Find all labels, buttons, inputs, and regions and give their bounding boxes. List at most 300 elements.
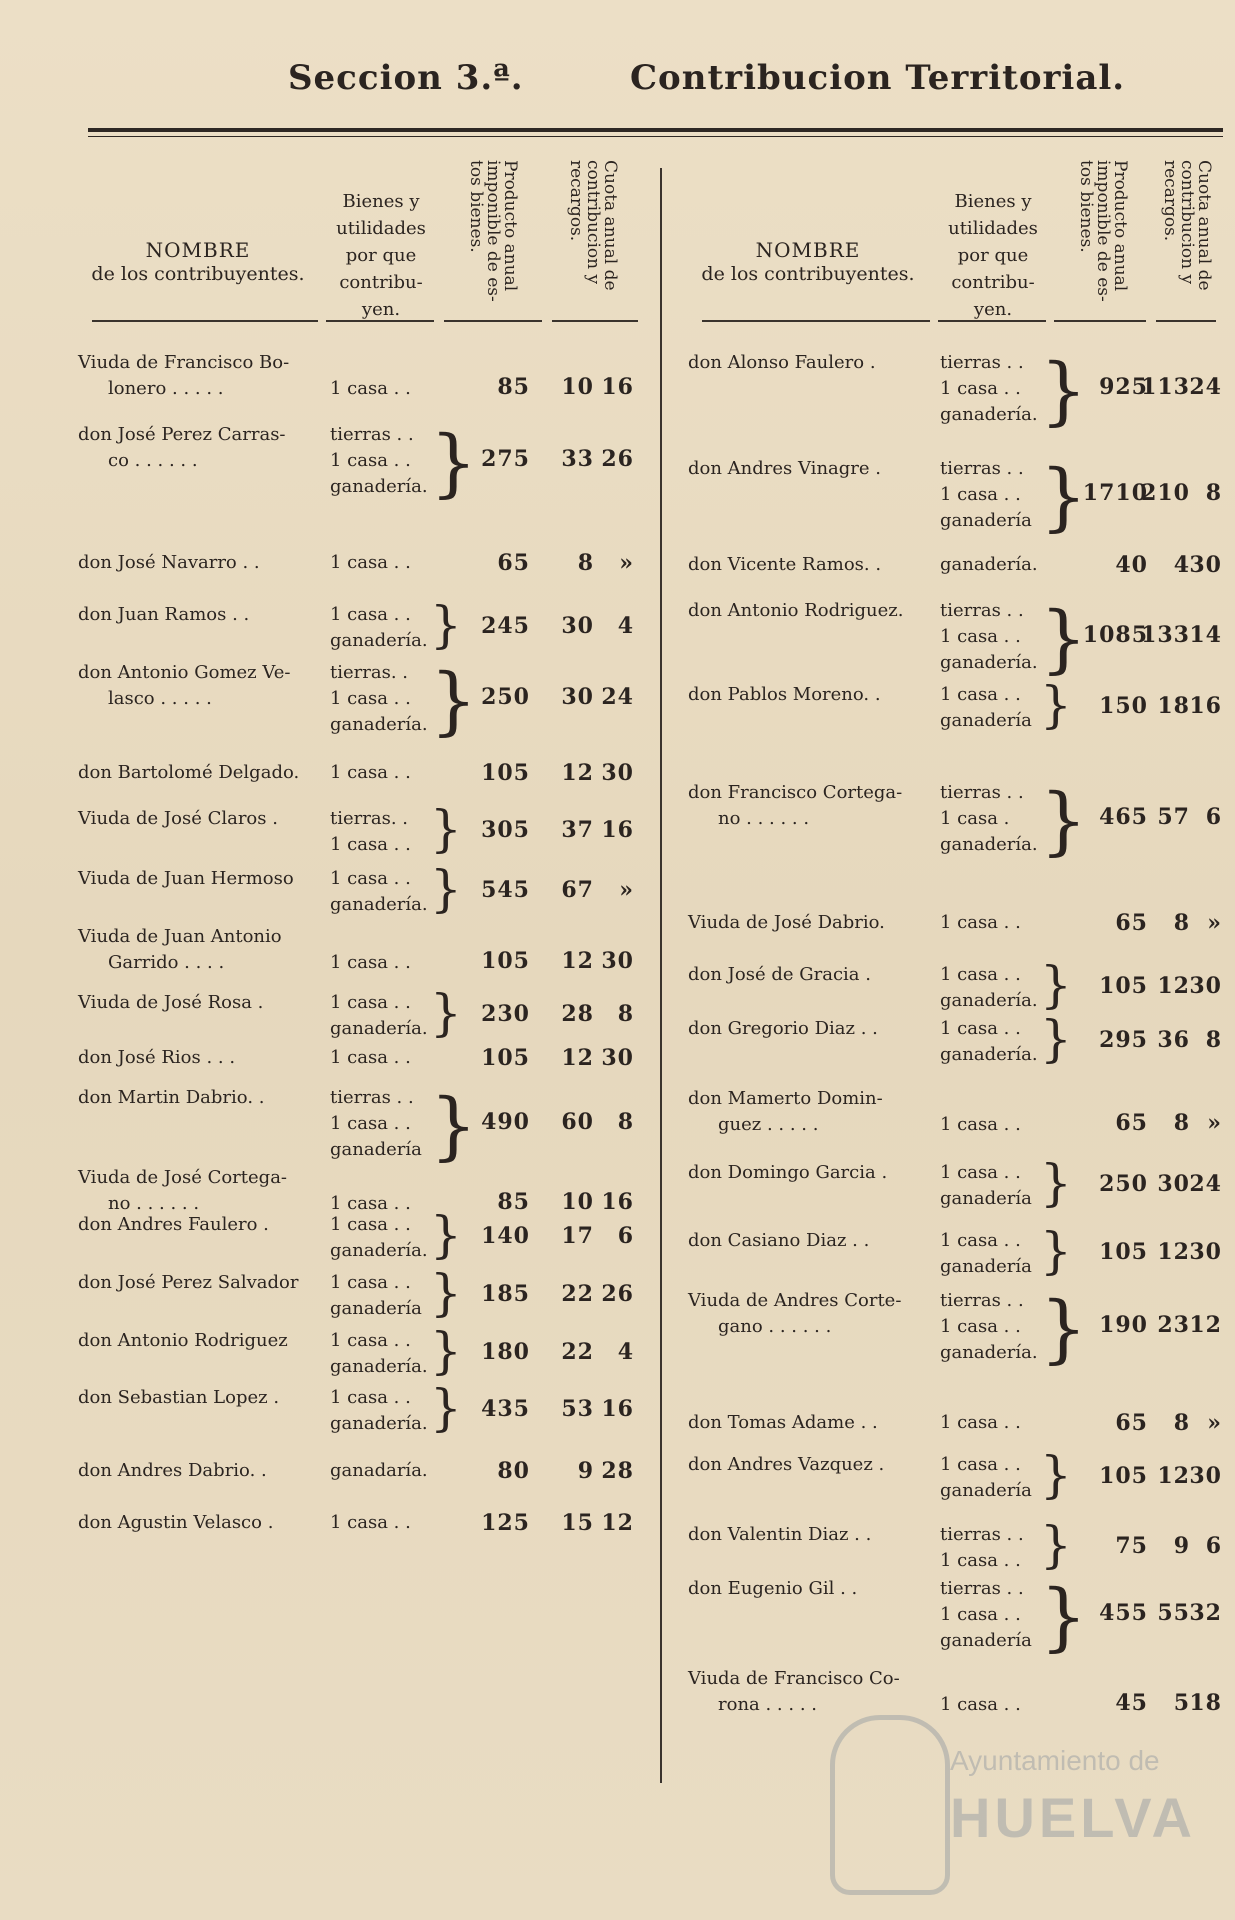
right-table [688, 160, 1228, 1716]
cuota-reales: 10 [561, 374, 594, 400]
cuota-reales: 8 [1173, 1410, 1190, 1436]
bienes-item: ganadería [330, 1139, 422, 1160]
header-bienes: Bienes y utilidades por que contribu- yen. [948, 191, 1038, 320]
brace-icon: } [430, 420, 478, 506]
bienes-list [940, 552, 1038, 578]
cuota-reales: 55 [1157, 1600, 1190, 1626]
bienes-item: ganadería. [940, 834, 1038, 855]
cuota-maravedis: 30 [601, 948, 634, 974]
producto-value: 275 [481, 446, 530, 472]
header-underline [702, 320, 930, 322]
cuota-maravedis: 18 [1189, 1690, 1222, 1716]
cuota-maravedis: » [619, 550, 634, 576]
name-line: Viuda de Francisco Co- [688, 1668, 900, 1689]
cuota-reales: 9 [577, 1458, 594, 1484]
brace-icon: } [430, 1206, 462, 1264]
bienes-list [940, 910, 1021, 936]
cuota-maravedis: 12 [1189, 1312, 1222, 1338]
archive-watermark [830, 1715, 1210, 1895]
brace-icon: } [430, 658, 478, 744]
bienes-item: tierras . . [330, 424, 414, 445]
name-line: don Mamerto Domin- [688, 1088, 883, 1109]
cuota-maravedis: 8 [1205, 1027, 1222, 1053]
name-line: don Andres Dabrio. . [78, 1460, 267, 1481]
bienes-item: ganadería [940, 510, 1032, 531]
watermark-line1: Ayuntamiento de [950, 1745, 1160, 1776]
name-line: don Andres Vazquez . [688, 1454, 885, 1475]
cuota-reales: 12 [561, 760, 594, 786]
producto-value: 65 [1115, 910, 1148, 936]
producto-value: 65 [497, 550, 530, 576]
header-underline [938, 320, 1046, 322]
header-rule [88, 128, 1223, 132]
brace-icon: } [1040, 1516, 1072, 1574]
cuota-reales: 210 [1141, 480, 1190, 506]
name-line: Viuda de Juan Antonio [78, 926, 282, 947]
cuota-maravedis: 16 [601, 1189, 634, 1215]
cuota-maravedis: 6 [1205, 804, 1222, 830]
cuota-maravedis: » [1207, 1410, 1222, 1436]
cuota-maravedis: 24 [601, 684, 634, 710]
bienes-list [940, 456, 1032, 534]
name-line: lonero . . . . . [108, 378, 224, 399]
producto-value: 185 [481, 1281, 530, 1307]
producto-value: 1710 [1082, 480, 1148, 506]
bienes-item: ganadería. [940, 554, 1038, 575]
contributor-name [78, 990, 263, 1016]
name-line: Viuda de Juan Hermoso [78, 868, 294, 889]
name-line: don José de Gracia . [688, 964, 871, 985]
contributor-name [78, 806, 278, 832]
header-bienes: Bienes y utilidades por que contribu- yen. [336, 191, 426, 320]
cuota-maravedis: 32 [1189, 1600, 1222, 1626]
bienes-item: ganadería [940, 710, 1032, 731]
name-line: don Antonio Gomez Ve- [78, 662, 291, 683]
bienes-item: ganadería. [940, 1342, 1038, 1363]
bienes-list [940, 682, 1032, 734]
left-table [78, 160, 648, 1536]
bienes-item: 1 casa . . [940, 1412, 1021, 1433]
bienes-item: ganadería. [330, 1413, 428, 1434]
bienes-item: 1 casa . . [330, 1113, 411, 1134]
cuota-maravedis: 24 [1189, 1171, 1222, 1197]
bienes-list [940, 1288, 1038, 1366]
cuota-reales: 30 [561, 684, 594, 710]
bienes-item: 1 casa . . [330, 1272, 411, 1293]
producto-value: 465 [1099, 804, 1148, 830]
cuota-reales: 37 [561, 817, 594, 843]
bienes-item: 1 casa . . [330, 378, 411, 399]
name-line: lasco . . . . . [108, 688, 212, 709]
cuota-reales: 12 [561, 1045, 594, 1071]
cuota-maravedis: 30 [601, 1045, 634, 1071]
bienes-list [940, 1522, 1024, 1574]
name-line: don Pablos Moreno. . [688, 684, 881, 705]
bienes-item: ganadería [940, 1188, 1032, 1209]
contributor-name [688, 1666, 900, 1718]
bienes-item: 1 casa . . [940, 684, 1021, 705]
name-line: Viuda de José Cortega- [78, 1167, 288, 1188]
cuota-maravedis: 26 [601, 1281, 634, 1307]
cuota-reales: 28 [561, 1001, 594, 1027]
bienes-list [330, 950, 411, 976]
bienes-item: ganadería [940, 1630, 1032, 1651]
bienes-item: ganadería. [330, 476, 428, 497]
bienes-item: ganadería [330, 1298, 422, 1319]
bienes-list [330, 422, 428, 500]
header-producto: Producto anual imponible de es- tos bienes. [466, 160, 520, 302]
bienes-list [940, 350, 1038, 428]
brace-icon: } [1040, 1222, 1072, 1280]
name-line: Viuda de José Rosa . [78, 992, 264, 1013]
bienes-item: tierras. . [330, 662, 408, 683]
bienes-item: tierras . . [940, 782, 1024, 803]
contributor-name [688, 1452, 884, 1478]
cuota-reales: 5 [1173, 1690, 1190, 1716]
cuota-reales: 17 [561, 1223, 594, 1249]
bienes-item: ganadería. [330, 630, 428, 651]
cuota-reales: 33 [561, 446, 594, 472]
bienes-item: 1 casa . . [940, 1230, 1021, 1251]
name-line: don Valentin Diaz . . [688, 1524, 872, 1545]
cuota-maravedis: 30 [601, 760, 634, 786]
bienes-item: 1 casa . . [940, 1454, 1021, 1475]
name-line: don Alonso Faulero . [688, 352, 876, 373]
bienes-item: 1 casa . . [330, 552, 411, 573]
name-line: Garrido . . . . [108, 952, 225, 973]
brace-icon: } [430, 1264, 462, 1322]
cuota-maravedis: 16 [1189, 693, 1222, 719]
cuota-reales: 113 [1141, 374, 1190, 400]
producto-value: 45 [1115, 1690, 1148, 1716]
brace-icon: } [1040, 676, 1072, 734]
header-cuota: Cuota anual de contribucion y recargos. [566, 160, 620, 291]
bienes-list [330, 990, 428, 1042]
bienes-list [940, 1112, 1021, 1138]
header-underline [552, 320, 638, 322]
cuota-maravedis: 30 [1189, 1463, 1222, 1489]
producto-value: 65 [1115, 1110, 1148, 1136]
cuota-maravedis: » [1207, 1110, 1222, 1136]
producto-value: 105 [1099, 1239, 1148, 1265]
cuota-maravedis: 14 [1189, 622, 1222, 648]
producto-value: 105 [1099, 973, 1148, 999]
contributor-name [688, 552, 881, 578]
brace-icon: } [430, 1379, 462, 1437]
left-table-header [78, 160, 648, 325]
cuota-maravedis: 8 [617, 1001, 634, 1027]
brace-icon: } [1040, 1154, 1072, 1212]
bienes-list [940, 1016, 1038, 1068]
bienes-list [330, 550, 411, 576]
name-line: don José Perez Salvador [78, 1272, 299, 1293]
header-rule-thin [88, 136, 1223, 137]
name-line: gano . . . . . . [718, 1316, 832, 1337]
brace-icon: } [430, 860, 462, 918]
bienes-item: 1 casa . . [940, 964, 1021, 985]
section-label: Seccion 3.ª. [288, 58, 524, 98]
contributor-name [688, 1288, 901, 1340]
bienes-item: ganadería [940, 1256, 1032, 1277]
coat-of-arms-icon [830, 1715, 950, 1895]
contributor-name [688, 1016, 878, 1042]
bienes-list [330, 1385, 428, 1437]
bienes-item: 1 casa . . [330, 1193, 411, 1214]
name-line: don Agustin Velasco . [78, 1512, 274, 1533]
contributor-name [688, 350, 876, 376]
contributor-name [78, 350, 289, 402]
producto-value: 925 [1099, 374, 1148, 400]
bienes-list [940, 598, 1038, 676]
name-line: don Andres Faulero . [78, 1214, 269, 1235]
bienes-item: 1 casa . . [330, 604, 411, 625]
cuota-reales: 8 [577, 550, 594, 576]
bienes-list [940, 1452, 1032, 1504]
cuota-maravedis: 12 [601, 1510, 634, 1536]
name-line: don Francisco Cortega- [688, 782, 903, 803]
bienes-list [330, 806, 411, 858]
brace-icon: } [1040, 596, 1088, 682]
page-title: Contribucion Territorial. [630, 58, 1126, 98]
name-line: don Domingo Garcia . [688, 1162, 888, 1183]
cuota-maravedis: 30 [1189, 973, 1222, 999]
watermark-line2: HUELVA [950, 1786, 1196, 1849]
bienes-item: 1 casa . . [330, 762, 411, 783]
producto-value: 150 [1099, 693, 1148, 719]
bienes-item: 1 casa . . [940, 1694, 1021, 1715]
name-line: don José Rios . . . [78, 1047, 236, 1068]
contributor-name [78, 550, 260, 576]
bienes-item: 1 casa . [940, 808, 1010, 829]
cuota-reales: 53 [561, 1396, 594, 1422]
brace-icon: } [430, 596, 462, 654]
cuota-reales: 23 [1157, 1312, 1190, 1338]
bienes-item: ganadería. [940, 652, 1038, 673]
name-line: Viuda de José Claros . [78, 808, 278, 829]
bienes-item: tierras . . [940, 1524, 1024, 1545]
bienes-list [330, 1328, 428, 1380]
header-cuota: Cuota anual de contribucion y recargos. [1160, 160, 1214, 291]
bienes-list [330, 602, 428, 654]
name-line: don Sebastian Lopez . [78, 1387, 280, 1408]
bienes-item: ganadería. [330, 1356, 428, 1377]
contributor-name [688, 682, 881, 708]
bienes-list [940, 780, 1038, 858]
contributor-name [78, 1212, 269, 1238]
producto-value: 105 [1099, 1463, 1148, 1489]
cuota-reales: 12 [1157, 1239, 1190, 1265]
brace-icon: } [430, 1083, 478, 1169]
producto-value: 75 [1115, 1533, 1148, 1559]
producto-value: 65 [1115, 1410, 1148, 1436]
name-line: don Eugenio Gil . . [688, 1578, 858, 1599]
contributor-name [78, 760, 299, 786]
producto-value: 190 [1099, 1312, 1148, 1338]
cuota-maravedis: 6 [617, 1223, 634, 1249]
name-line: guez . . . . . [718, 1114, 819, 1135]
bienes-item: 1 casa . . [330, 1214, 411, 1235]
cuota-maravedis: 16 [601, 374, 634, 400]
name-line: don José Perez Carras- [78, 424, 286, 445]
bienes-item: 1 casa . . [940, 912, 1021, 933]
brace-icon: } [430, 1322, 462, 1380]
cuota-reales: 8 [1173, 910, 1190, 936]
contributor-name [78, 1045, 235, 1071]
bienes-list [940, 1576, 1032, 1654]
producto-value: 85 [497, 1189, 530, 1215]
name-line: no . . . . . . [108, 1193, 200, 1214]
contributor-name [688, 910, 885, 936]
bienes-list [330, 376, 411, 402]
producto-value: 250 [1099, 1171, 1148, 1197]
producto-value: 305 [481, 817, 530, 843]
brace-icon: } [430, 800, 462, 858]
cuota-maravedis: 24 [1189, 374, 1222, 400]
bienes-list [330, 1458, 428, 1484]
contributor-name [78, 660, 290, 712]
brace-icon: } [1040, 1574, 1088, 1660]
brace-icon: } [1040, 778, 1088, 864]
name-line: don Antonio Rodriguez [78, 1330, 288, 1351]
header-underline [1054, 320, 1146, 322]
column-divider [660, 168, 662, 1783]
cuota-reales: 10 [561, 1189, 594, 1215]
contributor-name [688, 1160, 887, 1186]
bienes-item: tierras . . [940, 1578, 1024, 1599]
cuota-maravedis: » [619, 877, 634, 903]
cuota-reales: 57 [1157, 804, 1190, 830]
bienes-item: 1 casa . . [330, 834, 411, 855]
bienes-item: ganadería. [330, 714, 428, 735]
brace-icon: } [430, 984, 462, 1042]
contributor-name [78, 422, 286, 474]
bienes-item: 1 casa . . [940, 1162, 1021, 1183]
cuota-reales: 30 [1157, 1171, 1190, 1197]
cuota-maravedis: 4 [617, 1339, 634, 1365]
cuota-reales: 12 [561, 948, 594, 974]
bienes-item: ganadería. [940, 990, 1038, 1011]
bienes-item: 1 casa . . [330, 1512, 411, 1533]
name-line: rona . . . . . [718, 1694, 817, 1715]
bienes-item: ganadería. [330, 1240, 428, 1261]
bienes-item: 1 casa . . [330, 992, 411, 1013]
bienes-item: 1 casa . . [940, 1114, 1021, 1135]
bienes-item: 1 casa . . [330, 1387, 411, 1408]
bienes-item: ganadería [940, 1480, 1032, 1501]
cuota-reales: 67 [561, 877, 594, 903]
name-line: don Gregorio Diaz . . [688, 1018, 878, 1039]
cuota-maravedis: 4 [617, 613, 634, 639]
bienes-item: 1 casa . . [330, 688, 411, 709]
bienes-item: tierras . . [940, 458, 1024, 479]
bienes-item: 1 casa . . [940, 1018, 1021, 1039]
contributor-name [688, 1228, 869, 1254]
contributor-name [78, 1085, 264, 1111]
contributor-name [78, 602, 249, 628]
cuota-reales: 15 [561, 1510, 594, 1536]
cuota-reales: 12 [1157, 1463, 1190, 1489]
brace-icon: } [1040, 1446, 1072, 1504]
contributor-name [688, 962, 871, 988]
contributor-name [78, 1385, 279, 1411]
cuota-maravedis: 8 [617, 1109, 634, 1135]
brace-icon: } [1040, 454, 1088, 540]
producto-value: 250 [481, 684, 530, 710]
contributor-name [688, 456, 881, 482]
bienes-list [330, 1085, 422, 1163]
brace-icon: } [1040, 956, 1072, 1014]
name-line: don Juan Ramos . . [78, 604, 250, 625]
bienes-item: ganadería. [330, 1018, 428, 1039]
contributor-name [688, 780, 902, 832]
producto-value: 80 [497, 1458, 530, 1484]
bienes-item: 1 casa . . [330, 868, 411, 889]
cuota-reales: 9 [1173, 1533, 1190, 1559]
producto-value: 85 [497, 374, 530, 400]
contributor-name [78, 1165, 287, 1217]
header-underline [1156, 320, 1216, 322]
contributor-name [78, 1510, 273, 1536]
bienes-item: tierras . . [330, 1087, 414, 1108]
producto-value: 545 [481, 877, 530, 903]
bienes-list [940, 1228, 1032, 1280]
contributor-name [78, 866, 294, 892]
cuota-maravedis: 30 [1189, 552, 1222, 578]
bienes-list [940, 1160, 1032, 1212]
name-line: don José Navarro . . [78, 552, 260, 573]
producto-value: 295 [1099, 1027, 1148, 1053]
bienes-item: 1 casa . . [940, 484, 1021, 505]
cuota-maravedis: 6 [1205, 1533, 1222, 1559]
contributor-name [78, 1328, 288, 1354]
bienes-item: 1 casa . . [940, 1550, 1021, 1571]
bienes-item: 1 casa . . [940, 626, 1021, 647]
bienes-list [940, 1410, 1021, 1436]
producto-value: 105 [481, 948, 530, 974]
contributor-name [78, 1270, 298, 1296]
bienes-item: tierras . . [940, 1290, 1024, 1311]
contributor-name [688, 1522, 871, 1548]
bienes-item: tierras. . [330, 808, 408, 829]
bienes-list [330, 660, 428, 738]
producto-value: 1085 [1082, 622, 1148, 648]
contributor-name [78, 1458, 267, 1484]
cuota-reales: 60 [561, 1109, 594, 1135]
name-line: no . . . . . . [718, 808, 810, 829]
bienes-list [330, 1270, 422, 1322]
bienes-item: ganadería. [940, 1044, 1038, 1065]
page-header [0, 58, 1235, 108]
name-line: don Bartolomé Delgado. [78, 762, 300, 783]
bienes-list [940, 962, 1038, 1014]
right-table-header [688, 160, 1228, 325]
cuota-reales: 18 [1157, 693, 1190, 719]
cuota-reales: 36 [1157, 1027, 1190, 1053]
name-line: Viuda de Francisco Bo- [78, 352, 290, 373]
bienes-item: ganadaría. [330, 1460, 428, 1481]
producto-value: 180 [481, 1339, 530, 1365]
bienes-item: ganadería. [940, 404, 1038, 425]
cuota-maravedis: 30 [1189, 1239, 1222, 1265]
producto-value: 455 [1099, 1600, 1148, 1626]
header-underline [326, 320, 434, 322]
cuota-reales: 22 [561, 1281, 594, 1307]
cuota-maravedis: 8 [1205, 480, 1222, 506]
bienes-list [330, 1510, 411, 1536]
bienes-item: tierras . . [940, 352, 1024, 373]
name-line: Viuda de Andres Corte- [688, 1290, 902, 1311]
brace-icon: } [1040, 1010, 1072, 1068]
